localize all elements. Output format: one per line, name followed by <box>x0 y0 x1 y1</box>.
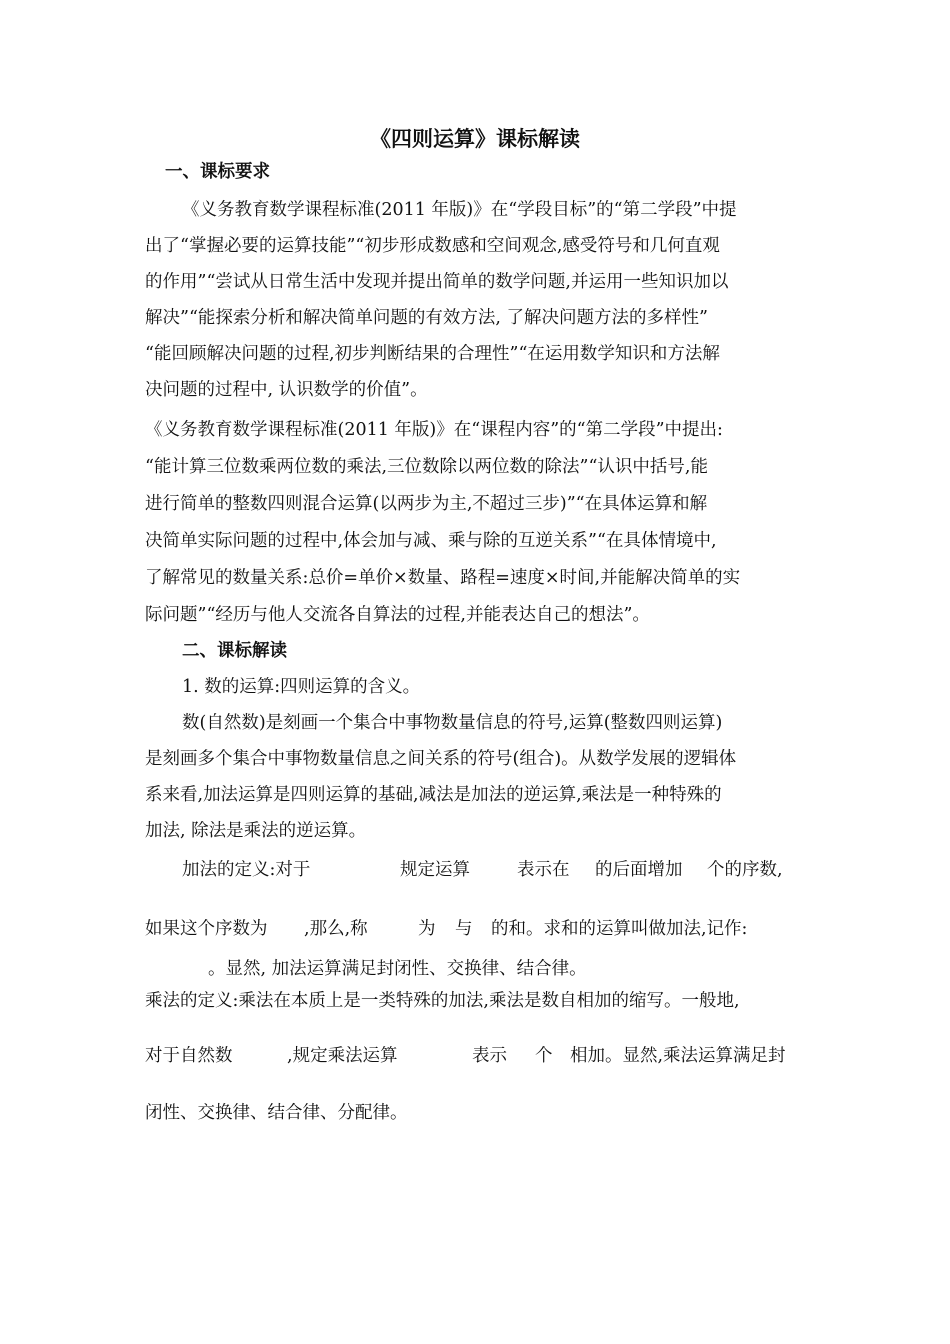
list-item: 1. 数的运算:四则运算的含义。 <box>182 677 421 697</box>
addition-def-text: 与 <box>455 919 473 939</box>
paragraph-line: 决简单实际问题的过程中,体会加与减、乘与除的互逆关系”“在具体情境中, <box>145 531 717 551</box>
paragraph-line: 了解常见的数量关系:总价=单价×数量、路程=速度×时间,并能解决简单的实 <box>145 568 741 588</box>
addition-def-text: 规定运算 <box>400 860 470 880</box>
addition-def-text: 如果这个序数为 <box>145 919 268 939</box>
multiplication-def-text: 相加。显然,乘法运算满足封 <box>570 1046 786 1066</box>
paragraph-line: 的作用”“尝试从日常生活中发现并提出简单的数学问题,并运用一些知识加以 <box>145 272 729 292</box>
section-heading-2: 二、课标解读 <box>182 641 287 661</box>
paragraph-line: 解决”“能探索分析和解决简单问题的有效方法, 了解决问题方法的多样性” <box>145 308 708 328</box>
addition-def-text: 为 <box>418 919 436 939</box>
addition-def-text: 表示在 <box>517 860 570 880</box>
paragraph-line: 《义务教育数学课程标准(2011 年版)》在“课程内容”的“第二学段”中提出: <box>145 420 723 440</box>
paragraph-line: 进行简单的整数四则混合运算(以两步为主,不超过三步)”“在具体运算和解 <box>145 494 708 514</box>
paragraph-line: “能回顾解决问题的过程,初步判断结果的合理性”“在运用数学知识和方法解 <box>145 344 720 364</box>
paragraph-line: 系来看,加法运算是四则运算的基础,减法是加法的逆运算,乘法是一种特殊的 <box>145 785 722 805</box>
multiplication-def-text: 乘法的定义:乘法在本质上是一类特殊的加法,乘法是数自相加的缩写。一般地, <box>145 991 740 1011</box>
addition-def-text: 的后面增加 <box>595 860 683 880</box>
paragraph-line: 际问题”“经历与他人交流各自算法的过程,并能表达自己的想法”。 <box>145 605 650 625</box>
paragraph-line: 是刻画多个集合中事物数量信息之间关系的符号(组合)。从数学发展的逻辑体 <box>145 749 737 769</box>
paragraph-line: 出了“掌握必要的运算技能”“初步形成数感和空间观念,感受符号和几何直观 <box>145 236 720 256</box>
paragraph-line: 加法, 除法是乘法的逆运算。 <box>145 821 367 841</box>
multiplication-def-text: 对于自然数 <box>145 1046 233 1066</box>
multiplication-def-text: 闭性、交换律、结合律、分配律。 <box>145 1103 408 1123</box>
paragraph-line: 数(自然数)是刻画一个集合中事物数量信息的符号,运算(整数四则运算) <box>182 713 723 733</box>
addition-def-text: 个的序数, <box>707 860 783 880</box>
paragraph-line: “能计算三位数乘两位数的乘法,三位数除以两位数的除法”“认识中括号,能 <box>145 457 708 477</box>
paragraph-line: 决问题的过程中, 认识数学的价值”。 <box>145 380 428 400</box>
paragraph-line: 《义务教育数学课程标准(2011 年版)》在“学段目标”的“第二学段”中提 <box>182 200 737 220</box>
multiplication-def-text: 个 <box>535 1046 553 1066</box>
page-title: 《四则运算》课标解读 <box>370 127 580 151</box>
multiplication-def-text: 表示 <box>472 1046 507 1066</box>
addition-def-text: 的和。求和的运算叫做加法,记作: <box>491 919 748 939</box>
section-heading-1: 一、课标要求 <box>165 162 270 182</box>
addition-def-text: 。显然, 加法运算满足封闭性、交换律、结合律。 <box>208 959 587 979</box>
multiplication-def-text: ,规定乘法运算 <box>287 1046 398 1066</box>
addition-def-text: 加法的定义:对于 <box>182 860 311 880</box>
addition-def-text: ,那么,称 <box>304 919 368 939</box>
